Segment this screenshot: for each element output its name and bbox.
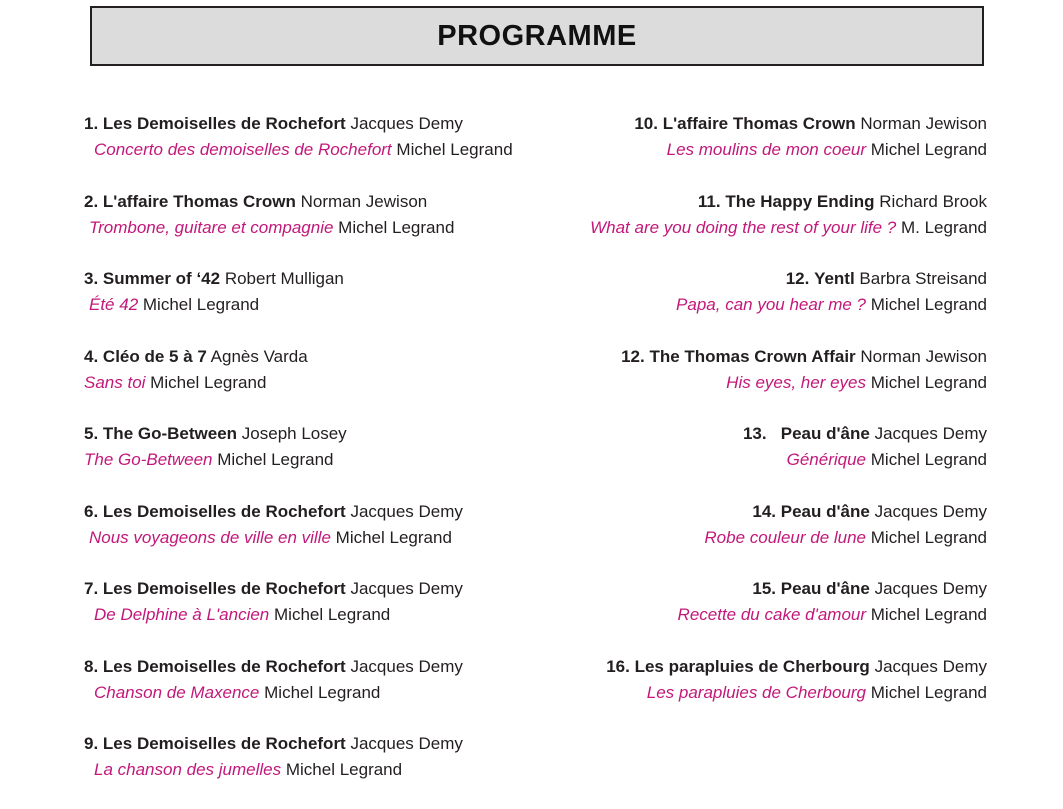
entry-heading [540, 344, 987, 370]
entry-number: 14. [752, 501, 777, 521]
entry-song-line [540, 602, 987, 628]
entry-song-line [84, 370, 554, 396]
film-title: The Thomas Crown Affair [649, 346, 856, 366]
entry-number: 8. [84, 656, 99, 676]
entry-song-line [84, 680, 554, 706]
programme-entry [84, 421, 554, 499]
entry-song-line [84, 525, 554, 551]
film-title: Les parapluies de Cherbourg [634, 656, 870, 676]
entry-number: 9. [84, 734, 99, 753]
song-title: Sans toi [84, 372, 146, 392]
director-name: Jacques Demy [874, 501, 987, 521]
composer-name: Michel Legrand [335, 527, 452, 547]
entry-song-line [540, 137, 987, 163]
entry-number: 3. [84, 269, 99, 288]
entry-number: 5. [84, 424, 99, 443]
film-title: Peau d'âne [780, 501, 870, 521]
film-title: Summer of ‘42 [102, 269, 221, 288]
entry-heading [540, 266, 987, 292]
composer-name: Michel Legrand [870, 527, 987, 547]
director-name: Richard Brook [879, 191, 987, 211]
programme-entry [540, 421, 987, 499]
programme-entry [540, 499, 987, 577]
entry-heading [540, 499, 987, 525]
composer-name: Michel Legrand [870, 295, 987, 314]
entry-heading [540, 654, 987, 680]
director-name: Jacques Demy [350, 579, 463, 598]
director-name: Joseph Losey [241, 424, 347, 443]
director-name: Agnès Varda [210, 346, 308, 366]
entry-song-line [84, 215, 554, 241]
composer-name: Michel Legrand [150, 372, 267, 392]
programme-entry [540, 111, 987, 189]
film-title: L'affaire Thomas Crown [102, 191, 296, 211]
director-name: Norman Jewison [860, 114, 987, 133]
entry-song-line [84, 602, 554, 628]
entry-heading [84, 499, 554, 525]
song-title: De Delphine à L'ancien [94, 605, 270, 624]
entry-heading [84, 421, 554, 447]
film-title: Yentl [814, 269, 855, 288]
entry-number: 11. [697, 191, 721, 211]
entry-heading [84, 266, 554, 292]
entry-number: 6. [84, 501, 99, 521]
film-title: Peau d'âne [780, 424, 870, 443]
programme-entry [540, 344, 987, 422]
director-name: Norman Jewison [300, 191, 428, 211]
song-title: His eyes, her eyes [726, 372, 867, 392]
song-title: The Go-Between [84, 450, 213, 469]
film-title: Cléo de 5 à 7 [102, 346, 207, 366]
film-title: L'affaire Thomas Crown [662, 114, 856, 133]
entry-song-line [84, 137, 554, 163]
entry-song-line [84, 292, 554, 318]
entry-heading [540, 576, 987, 602]
song-title: Concerto des demoiselles de Rochefort [94, 140, 392, 159]
composer-name: Michel Legrand [870, 140, 987, 159]
entry-number: 2. [84, 191, 99, 211]
entry-song-line [540, 525, 987, 551]
song-title: Les parapluies de Cherbourg [646, 682, 867, 702]
director-name: Jacques Demy [874, 656, 987, 676]
film-title: The Go-Between [102, 424, 238, 443]
director-name: Jacques Demy [350, 734, 463, 753]
entry-song-line [540, 215, 987, 241]
composer-name: M. Legrand [901, 217, 987, 237]
director-name: Robert Mulligan [224, 269, 344, 288]
entry-heading [84, 189, 554, 215]
song-title: La chanson des jumelles [94, 760, 282, 779]
song-title: Recette du cake d'amour [677, 605, 867, 624]
song-title: Papa, can you hear me ? [676, 295, 867, 314]
composer-name: Michel Legrand [870, 605, 987, 624]
film-title: Les Demoiselles de Rochefort [102, 501, 346, 521]
film-title: Les Demoiselles de Rochefort [102, 114, 346, 133]
composer-name: Michel Legrand [870, 450, 987, 469]
song-title: Chanson de Maxence [94, 682, 260, 702]
entry-number: 10. [634, 114, 658, 133]
director-name: Jacques Demy [874, 579, 987, 598]
composer-name: Michel Legrand [217, 450, 334, 469]
entry-heading [84, 111, 554, 137]
song-title: Nous voyageons de ville en ville [89, 527, 331, 547]
programme-entry [540, 654, 987, 732]
song-title: Générique [786, 450, 867, 469]
entry-song-line [540, 680, 987, 706]
entry-heading [540, 421, 987, 447]
entry-number: 15. [752, 579, 777, 598]
programme-entry [84, 189, 554, 267]
composer-name: Michel Legrand [870, 682, 987, 702]
programme-entry [84, 654, 554, 732]
programme-entry [84, 344, 554, 422]
entry-number: 4. [84, 346, 99, 366]
song-title: Robe couleur de lune [704, 527, 867, 547]
film-title: Peau d'âne [780, 579, 870, 598]
composer-name: Michel Legrand [264, 682, 381, 702]
programme-left-column [84, 111, 554, 809]
programme-entry [84, 576, 554, 654]
composer-name: Michel Legrand [142, 295, 260, 314]
song-title: Les moulins de mon coeur [666, 140, 867, 159]
entry-song-line [84, 757, 554, 783]
director-name: Barbra Streisand [859, 269, 987, 288]
composer-name: Michel Legrand [338, 217, 455, 237]
entry-song-line [84, 447, 554, 473]
entry-heading [84, 731, 554, 757]
programme-entry [540, 266, 987, 344]
title-box [90, 6, 984, 66]
film-title: The Happy Ending [725, 191, 875, 211]
entry-heading [540, 189, 987, 215]
entry-number: 1. [84, 114, 99, 133]
programme-right-column [540, 111, 987, 731]
programme-entry [540, 576, 987, 654]
song-title: Été 42 [89, 295, 139, 314]
director-name: Jacques Demy [350, 501, 463, 521]
composer-name: Michel Legrand [870, 372, 987, 392]
entry-number: 13. [742, 424, 767, 443]
composer-name: Michel Legrand [274, 605, 391, 624]
programme-entry [84, 111, 554, 189]
composer-name: Michel Legrand [285, 760, 403, 779]
entry-song-line [540, 370, 987, 396]
entry-number: 12. [621, 346, 645, 366]
entry-number: 12. [785, 269, 810, 288]
page-title: PROGRAMME [437, 19, 637, 52]
film-title: Les Demoiselles de Rochefort [102, 656, 346, 676]
programme-entry [540, 189, 987, 267]
entry-heading [84, 654, 554, 680]
film-title: Les Demoiselles de Rochefort [102, 734, 346, 753]
director-name: Norman Jewison [860, 346, 987, 366]
entry-song-line [540, 447, 987, 473]
song-title: What are you doing the rest of your life ? [590, 217, 897, 237]
song-title: Trombone, guitare et compagnie [89, 217, 334, 237]
entry-heading [84, 576, 554, 602]
film-title: Les Demoiselles de Rochefort [102, 579, 346, 598]
entry-song-line [540, 292, 987, 318]
director-name: Jacques Demy [874, 424, 987, 443]
director-name: Jacques Demy [350, 114, 463, 133]
programme-entry [84, 731, 554, 809]
programme-entry [84, 499, 554, 577]
entry-number: 7. [84, 579, 99, 598]
entry-heading [84, 344, 554, 370]
director-name: Jacques Demy [350, 656, 463, 676]
programme-entry [84, 266, 554, 344]
entry-heading [540, 111, 987, 137]
composer-name: Michel Legrand [396, 140, 513, 159]
entry-number: 16. [606, 656, 630, 676]
